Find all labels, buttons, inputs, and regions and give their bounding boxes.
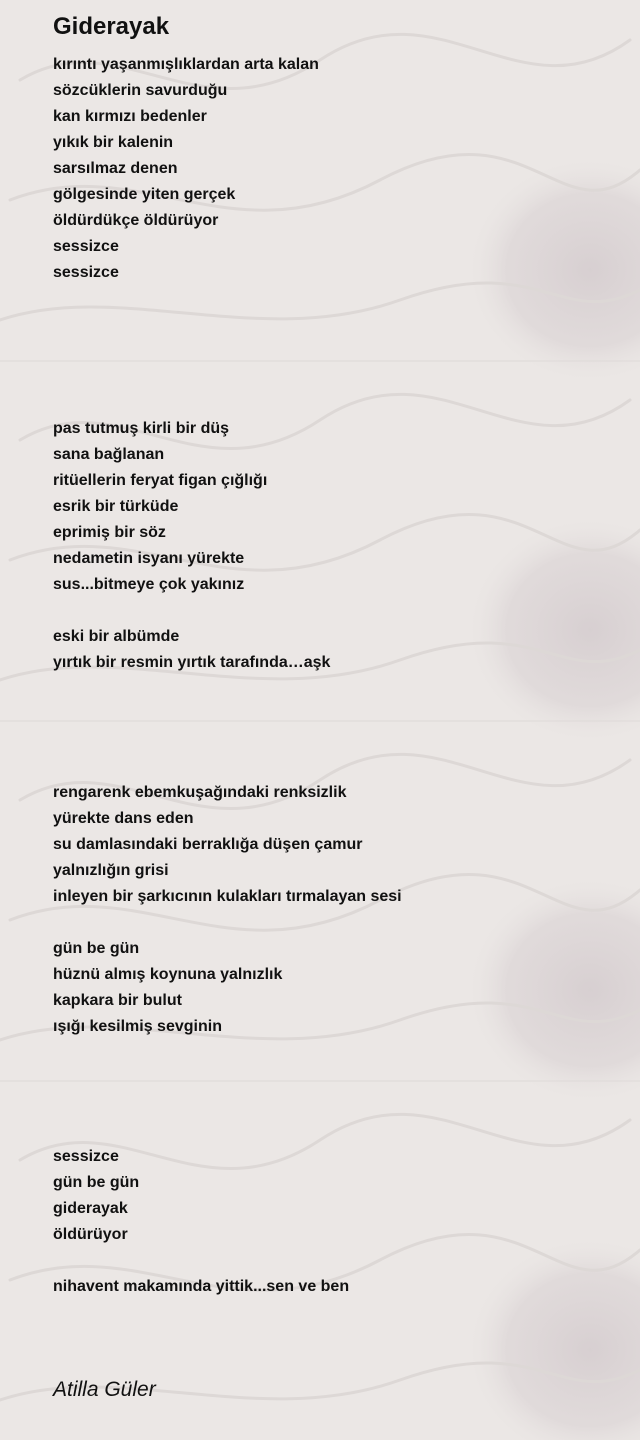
poem-line: sarsılmaz denen	[53, 160, 178, 177]
blank-line	[53, 1248, 613, 1274]
poem-line: inleyen bir şarkıcının kulakları tırmalayan sesi	[53, 888, 402, 905]
poem-body	[53, 52, 613, 1300]
poem-line: sessizce	[53, 238, 119, 255]
blank-line	[53, 676, 613, 702]
poem-line: sus...bitmeye çok yakınız	[53, 576, 245, 593]
poem-line: kırıntı yaşanmışlıklardan arta kalan	[53, 56, 319, 73]
blank-line	[53, 1118, 613, 1144]
poem-line: ışığı kesilmiş sevginin	[53, 1018, 222, 1035]
poem-line: ritüellerin feryat figan çığlığı	[53, 472, 268, 489]
blank-line	[53, 338, 613, 364]
blank-line	[53, 1092, 613, 1118]
poem-line: eski bir albümde	[53, 628, 180, 645]
poem-line: yalnızlığın grisi	[53, 862, 169, 879]
poem-line: esrik bir türküde	[53, 498, 179, 515]
blank-line	[53, 390, 613, 416]
poem-title: Giderayak	[53, 13, 170, 40]
blank-line	[53, 728, 613, 754]
blank-line	[53, 598, 613, 624]
poem-line: öldürüyor	[53, 1226, 128, 1243]
poem-line: yırtık bir resmin yırtık tarafında…aşk	[53, 654, 331, 671]
blank-line	[53, 1066, 613, 1092]
poem-line: gün be gün	[53, 1174, 140, 1191]
poem-line: kan kırmızı bedenler	[53, 108, 207, 125]
blank-line	[53, 312, 613, 338]
poem-line: kapkara bir bulut	[53, 992, 182, 1009]
blank-line	[53, 702, 613, 728]
poem-line: sessizce	[53, 1148, 119, 1165]
blank-line	[53, 910, 613, 936]
poem-line: gün be gün	[53, 940, 140, 957]
poem-line: öldürdükçe öldürüyor	[53, 212, 219, 229]
poem-line: eprimiş bir söz	[53, 524, 166, 541]
blank-line	[53, 364, 613, 390]
poem-author: Atilla Güler	[53, 1378, 156, 1401]
poem-line: sözcüklerin savurduğu	[53, 82, 228, 99]
poem-line: yürekte dans eden	[53, 810, 194, 827]
poem-line: sessizce	[53, 264, 119, 281]
poem-line: sana bağlanan	[53, 446, 165, 463]
blank-line	[53, 754, 613, 780]
poem-line: giderayak	[53, 1200, 128, 1217]
poem-line: su damlasındaki berraklığa düşen çamur	[53, 836, 363, 853]
poem-line: rengarenk ebemkuşağındaki renksizlik	[53, 784, 347, 801]
blank-line	[53, 1040, 613, 1066]
blank-line	[53, 286, 613, 312]
poem-line: nihavent makamında yittik...sen ve ben	[53, 1278, 350, 1295]
poem-line: yıkık bir kalenin	[53, 134, 174, 151]
poem-line: gölgesinde yiten gerçek	[53, 186, 236, 203]
poem-line: hüznü almış koynuna yalnızlık	[53, 966, 283, 983]
poem-line: pas tutmuş kirli bir düş	[53, 420, 230, 437]
poem-line: nedametin isyanı yürekte	[53, 550, 245, 567]
poem-container	[53, 10, 613, 1300]
